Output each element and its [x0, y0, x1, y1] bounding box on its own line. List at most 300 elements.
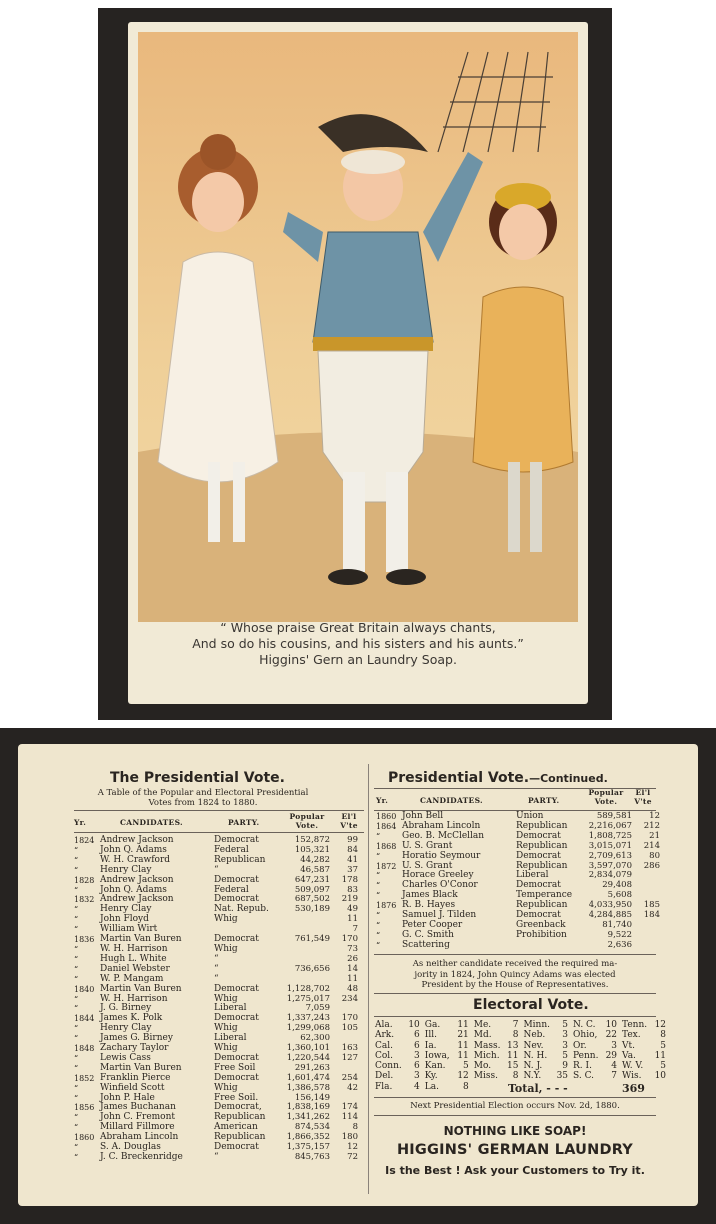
popular-vote-cell: 1,275,017: [286, 993, 330, 1004]
party-cell: Nat. Repub.: [214, 904, 269, 915]
party-cell: Republican: [516, 840, 568, 851]
popular-vote-cell: 1,360,101: [286, 1043, 330, 1054]
total-value: 369: [622, 1082, 645, 1095]
candidate-cell: Charles O'Conor: [402, 880, 478, 891]
votes-cell: 3: [562, 1040, 569, 1051]
votes-cell: 7: [512, 1020, 519, 1030]
state-cell: Nev.: [523, 1040, 544, 1051]
party-cell: Federal: [214, 844, 249, 855]
table-row: [72, 1153, 360, 1163]
state-cell: Wis.: [622, 1071, 642, 1082]
electoral-title: Electoral Vote.: [473, 997, 589, 1013]
popular-vote-cell: 1,386,578: [286, 1082, 330, 1093]
candidate-cell: Hugh L. White: [100, 953, 167, 964]
votes-cell: 5: [660, 1040, 667, 1051]
votes-cell: 6: [414, 1061, 420, 1072]
state-cell: [572, 1082, 600, 1092]
year-cell: 1876: [376, 901, 397, 911]
party-cell: Democrat: [214, 1052, 259, 1063]
votes-cell: 5: [463, 1061, 469, 1072]
candidate-cell: John C. Fremont: [100, 1112, 176, 1123]
candidate-cell: John P. Hale: [100, 1092, 155, 1103]
party-cell: Free Soil: [214, 1062, 256, 1073]
state-cell: Va.: [622, 1050, 636, 1061]
votes-cell: 35: [556, 1071, 569, 1082]
party-cell: Whig: [214, 1023, 238, 1034]
year-cell: 1852: [74, 1073, 95, 1083]
votes-cell: 12: [457, 1071, 469, 1082]
year-cell: “: [376, 891, 381, 901]
votes-cell: 6: [414, 1030, 420, 1041]
candidate-cell: Andrew Jackson: [100, 835, 174, 845]
votes-cell: 15: [507, 1061, 519, 1072]
state-cell: Iowa,: [424, 1050, 450, 1061]
popular-vote-cell: 1,128,702: [286, 983, 330, 994]
continued-title: [388, 770, 608, 786]
state-cell: Mass.: [473, 1040, 501, 1051]
party-cell: Whig: [214, 1043, 238, 1054]
party-cell: Liberal: [214, 1033, 247, 1044]
candidate-cell: R. B. Hayes: [402, 900, 456, 911]
electoral-vote-cell: 180: [341, 1132, 358, 1143]
right-header-electoral: El'l V'te: [634, 788, 652, 806]
year-cell: 1832: [74, 895, 95, 905]
popular-vote-cell: 509,097: [294, 884, 330, 895]
divider: [374, 993, 656, 994]
electoral-row: [374, 1051, 670, 1061]
state-cell: N. H.: [523, 1050, 548, 1061]
popular-vote-cell: 4,033,950: [588, 900, 632, 911]
electoral-row: [374, 1071, 670, 1081]
popular-vote-cell: 46,587: [300, 864, 330, 875]
state-cell: S. C.: [573, 1071, 595, 1082]
party-cell: Democrat: [214, 874, 259, 885]
popular-vote-cell: 3,597,070: [588, 860, 632, 871]
year-cell: “: [74, 1063, 79, 1073]
votes-cell: 4: [414, 1081, 420, 1092]
party-cell: Liberal: [516, 870, 549, 881]
electoral-vote-cell: 73: [347, 943, 358, 954]
votes-cell: 3: [414, 1071, 420, 1082]
divider: [374, 1115, 656, 1116]
year-cell: 1860: [74, 1133, 95, 1143]
candidate-cell: Martin Van Buren: [100, 1062, 182, 1073]
state-cell: Me.: [473, 1020, 492, 1030]
candidate-cell: Lewis Cass: [100, 1052, 151, 1063]
electoral-vote-cell: 170: [341, 934, 358, 945]
year-cell: “: [74, 1143, 79, 1153]
state-cell: Or.: [573, 1040, 587, 1051]
popular-vote-cell: 687,502: [294, 894, 330, 905]
party-cell: Democrat: [516, 910, 561, 921]
electoral-vote-cell: 99: [347, 835, 358, 845]
electoral-row: [374, 1030, 670, 1040]
candidate-cell: William Wirt: [100, 924, 158, 935]
candidate-cell: John Q. Adams: [100, 884, 167, 895]
votes-cell: 3: [611, 1040, 618, 1051]
year-cell: 1844: [74, 1014, 95, 1024]
state-cell: Ill.: [424, 1030, 437, 1041]
popular-vote-cell: 2,834,079: [588, 870, 632, 881]
electoral-vote-cell: 72: [347, 1152, 358, 1162]
presidential-vote-table: [72, 836, 360, 1163]
popular-vote-cell: 761,549: [294, 934, 330, 945]
year-cell: “: [74, 964, 79, 974]
popular-vote-cell: 152,872: [294, 835, 330, 845]
subtitle-line: Votes from 1824 to 1880.: [148, 798, 258, 808]
electoral-vote-cell: 80: [649, 850, 660, 861]
front-card: [128, 22, 588, 704]
candidate-cell: James K. Polk: [100, 1013, 163, 1024]
candidate-cell: Daniel Webster: [100, 963, 170, 974]
state-cell: [473, 1082, 502, 1092]
party-cell: Republican: [214, 854, 266, 865]
year-cell: “: [74, 885, 79, 895]
votes-cell: 5: [562, 1050, 569, 1061]
votes-cell: 7: [611, 1071, 618, 1082]
votes-cell: 11: [457, 1020, 469, 1030]
table-subtitle: [68, 788, 338, 808]
party-cell: “: [214, 864, 219, 875]
candidate-cell: Zachary Taylor: [100, 1043, 169, 1054]
popular-vote-cell: 105,321: [294, 844, 330, 855]
state-cell: Mo.: [473, 1061, 492, 1072]
candidate-cell: Peter Cooper: [402, 919, 463, 930]
votes-cell: 3: [562, 1030, 569, 1041]
electoral-vote-cell: 84: [347, 844, 358, 855]
votes-cell: 8: [512, 1071, 519, 1082]
electoral-vote-cell: 170: [341, 1013, 358, 1024]
electoral-vote-cell: 83: [347, 884, 358, 895]
electoral-vote-cell: 12: [347, 1142, 358, 1153]
year-cell: 1868: [376, 841, 397, 851]
votes-cell: 5: [660, 1061, 667, 1072]
electoral-vote-cell: [634, 931, 662, 941]
popular-vote-cell: 29,408: [602, 880, 632, 891]
divider: [74, 810, 364, 811]
electoral-vote-cell: 185: [643, 900, 660, 911]
year-cell: 1856: [74, 1103, 95, 1113]
votes-cell: 29: [605, 1050, 618, 1061]
party-cell: Democrat: [214, 1142, 259, 1153]
candidate-cell: U. S. Grant: [402, 860, 453, 871]
year-cell: “: [74, 974, 79, 984]
party-cell: Whig: [214, 943, 238, 954]
party-cell: Democrat,: [214, 1102, 262, 1113]
year-cell: “: [376, 871, 381, 881]
popular-vote-cell: 1,341,262: [286, 1112, 330, 1123]
party-cell: Democrat: [214, 894, 259, 905]
candidate-cell: G. C. Smith: [402, 929, 454, 940]
candidate-cell: Martin Van Buren: [100, 934, 182, 945]
party-cell: [514, 941, 580, 951]
year-cell: “: [74, 905, 79, 915]
votes-cell: 11: [457, 1050, 469, 1061]
year-cell: “: [74, 1153, 79, 1162]
popular-vote-cell: 2,216,067: [588, 820, 632, 831]
state-cell: Md.: [473, 1030, 492, 1041]
party-cell: Democrat: [214, 934, 259, 945]
candidate-cell: James Buchanan: [100, 1102, 176, 1113]
popular-vote-cell: 2,709,613: [588, 850, 632, 861]
votes-cell: 6: [414, 1040, 420, 1051]
popular-vote-cell: 845,763: [294, 1152, 330, 1162]
year-cell: “: [74, 925, 79, 935]
party-cell: Whig: [214, 993, 238, 1004]
state-cell: Mich.: [473, 1050, 500, 1061]
popular-vote-cell: 7,059: [305, 1003, 330, 1014]
votes-cell: 21: [457, 1030, 469, 1041]
electoral-vote-cell: 105: [341, 1023, 358, 1034]
electoral-vote-cell: 11: [347, 914, 358, 925]
electoral-vote-cell: 219: [341, 894, 358, 905]
year-cell: “: [376, 911, 381, 921]
votes-cell: 22: [605, 1030, 618, 1041]
state-cell: Ohio,: [573, 1030, 598, 1041]
year-cell: “: [74, 855, 79, 865]
popular-vote-cell: 874,534: [294, 1122, 330, 1133]
back-card: [18, 744, 698, 1206]
caption-line: Higgins' Gern an Laundry Soap.: [259, 652, 457, 667]
total-label: Total, - - -: [508, 1082, 568, 1095]
electoral-vote-cell: 178: [341, 874, 358, 885]
electoral-vote-cell: 286: [643, 860, 660, 871]
party-cell: Republican: [214, 1132, 266, 1143]
popular-vote-cell: 156,149: [294, 1092, 330, 1103]
party-cell: Democrat: [516, 830, 561, 841]
party-cell: Union: [516, 811, 544, 821]
note-line: As neither candidate received the required ma-: [412, 959, 618, 969]
votes-cell: 8: [463, 1081, 469, 1092]
candidate-cell: Henry Clay: [100, 904, 152, 915]
electoral-vote-cell: 8: [352, 1122, 358, 1133]
electoral-vote-cell: 254: [341, 1072, 358, 1083]
votes-cell: 10: [408, 1020, 420, 1030]
party-cell: Democrat: [214, 1072, 259, 1083]
votes-cell: 4: [611, 1061, 618, 1072]
divider: [374, 954, 656, 955]
votes-cell: 11: [654, 1050, 667, 1061]
table-title: The Presidential Vote.: [110, 770, 285, 786]
electoral-vote-cell: 174: [341, 1102, 358, 1113]
party-cell: Democrat: [516, 880, 561, 891]
popular-vote-cell: 2,636: [607, 939, 632, 950]
ad-brand: HIGGINS' GERMAN LAUNDRY: [396, 1142, 634, 1158]
candidate-cell: Geo. B. McClellan: [402, 830, 485, 841]
year-cell: “: [74, 954, 79, 964]
electoral-vote-cell: 12: [649, 811, 660, 821]
party-cell: Prohibition: [516, 929, 567, 940]
votes-cell: 8: [512, 1030, 519, 1041]
candidate-cell: W. P. Mangam: [100, 973, 164, 984]
state-cell: La.: [424, 1081, 439, 1092]
state-cell: Neb.: [523, 1030, 546, 1041]
state-cell: Ga.: [424, 1020, 441, 1030]
electoral-vote-cell: 37: [347, 864, 358, 875]
party-cell: Federal: [214, 884, 249, 895]
year-cell: “: [74, 1004, 79, 1014]
candidate-cell: Martin Van Buren: [100, 983, 182, 994]
party-cell: Republican: [214, 1112, 266, 1123]
divider: [74, 832, 364, 833]
electoral-vote-cell: [634, 921, 662, 931]
state-cell: N.Y.: [523, 1071, 542, 1082]
electoral-vote-cell: [634, 881, 662, 891]
candidate-cell: James G. Birney: [100, 1033, 173, 1044]
table-row: [374, 941, 662, 951]
year-cell: “: [74, 1034, 79, 1044]
year-cell: 1848: [74, 1044, 95, 1054]
table-row: [72, 985, 360, 995]
party-cell: Republican: [516, 900, 568, 911]
state-cell: Vt.: [622, 1040, 635, 1051]
party-cell: Democrat: [214, 835, 259, 845]
year-cell: “: [74, 1024, 79, 1034]
party-cell: Republican: [516, 820, 568, 831]
state-cell: Col.: [375, 1050, 394, 1061]
popular-vote-cell: 1,299,068: [286, 1023, 330, 1034]
electoral-row: [374, 1061, 670, 1071]
electoral-vote-cell: 184: [643, 910, 660, 921]
candidate-cell: Winfield Scott: [100, 1082, 165, 1093]
electoral-vote-cell: 11: [347, 973, 358, 984]
popular-vote-cell: 1,838,169: [286, 1102, 330, 1113]
note: [374, 959, 656, 991]
party-cell: “: [214, 973, 219, 984]
year-cell: “: [74, 1083, 79, 1093]
popular-vote-cell: 291,263: [294, 1062, 330, 1073]
right-header-popular: Popular Vote.: [588, 788, 624, 806]
year-cell: “: [74, 1123, 79, 1133]
votes-cell: 11: [457, 1040, 469, 1051]
electoral-vote-cell: 42: [347, 1082, 358, 1093]
state-cell: Ia.: [424, 1040, 437, 1051]
year-cell: “: [74, 915, 79, 925]
candidate-cell: W. H. Harrison: [100, 993, 168, 1004]
popular-vote-cell: 9,522: [607, 929, 632, 940]
year-cell: “: [376, 831, 381, 841]
electoral-vote-cell: 21: [649, 830, 660, 841]
votes-cell: 3: [414, 1050, 420, 1061]
party-cell: “: [214, 953, 219, 964]
state-cell: Tex.: [622, 1030, 641, 1041]
candidate-cell: Horatio Seymour: [402, 850, 481, 861]
subtitle-line: A Table of the Popular and Electoral Presidential: [97, 788, 309, 798]
candidate-cell: Andrew Jackson: [100, 894, 174, 905]
popular-vote-cell: 81,740: [602, 919, 632, 930]
state-cell: W. V.: [622, 1061, 644, 1072]
popular-vote-cell: 3,015,071: [588, 840, 632, 851]
votes-cell: 9: [562, 1061, 569, 1072]
candidate-cell: John Bell: [402, 811, 444, 821]
presidential-vote-continued-table: [374, 812, 662, 951]
year-cell: 1864: [376, 821, 397, 831]
candidate-cell: John Q. Adams: [100, 844, 167, 855]
header-popular: Popular Vote.: [289, 812, 325, 830]
ad-slogan: Is the Best ! Ask your Customers to Try it.: [385, 1164, 645, 1177]
year-cell: “: [376, 851, 381, 861]
popular-vote-cell: 5,608: [607, 890, 632, 901]
card-illustration: [138, 32, 578, 622]
header-party: PARTY.: [228, 818, 260, 827]
votes-cell: 10: [654, 1071, 667, 1082]
electoral-vote-cell: 49: [347, 904, 358, 915]
state-cell: Kan.: [424, 1061, 446, 1072]
continued-title-text: Presidential Vote.: [388, 770, 530, 786]
votes-cell: 8: [660, 1030, 667, 1041]
candidate-cell: W. H. Harrison: [100, 943, 168, 954]
candidate-cell: Franklin Pierce: [100, 1072, 171, 1083]
popular-vote-cell: 62,300: [300, 1033, 330, 1044]
electoral-vote-cell: 114: [341, 1112, 358, 1123]
votes-cell: 13: [507, 1040, 519, 1051]
votes-cell: 11: [507, 1050, 519, 1061]
votes-cell: [649, 1082, 670, 1092]
divider: [374, 1097, 656, 1098]
year-cell: 1840: [74, 984, 95, 994]
party-cell: Republican: [516, 860, 568, 871]
state-cell: Ark.: [375, 1030, 395, 1041]
popular-vote-cell: 736,656: [294, 963, 330, 974]
votes-cell: 10: [605, 1020, 618, 1030]
state-cell: Ky.: [424, 1071, 438, 1082]
candidate-cell: John Floyd: [100, 914, 149, 925]
year-cell: “: [74, 944, 79, 954]
party-cell: Free Soil.: [214, 1092, 259, 1103]
party-cell: Temperance: [516, 890, 573, 901]
electoral-row: [374, 1020, 670, 1030]
popular-vote-cell: [278, 915, 332, 925]
right-header-party: PARTY.: [528, 796, 560, 805]
electoral-vote-cell: 41: [347, 854, 358, 865]
year-cell: “: [74, 1053, 79, 1063]
year-cell: “: [376, 881, 381, 891]
candidate-cell: Abraham Lincoln: [402, 820, 481, 831]
year-cell: “: [74, 1113, 79, 1123]
party-cell: Greenback: [516, 919, 566, 930]
right-header-yr: Yr.: [376, 796, 389, 805]
column-divider: [368, 764, 369, 1194]
candidate-cell: Henry Clay: [100, 1023, 152, 1034]
electoral-vote-cell: 48: [347, 983, 358, 994]
year-cell: 1824: [74, 836, 95, 845]
year-cell: 1836: [74, 935, 95, 945]
state-cell: R. I.: [573, 1061, 592, 1072]
candidate-cell: Henry Clay: [100, 864, 152, 875]
party-cell: Whig: [214, 914, 238, 925]
electoral-vote-cell: [634, 941, 662, 951]
candidate-cell: Samuel J. Tilden: [402, 910, 477, 921]
ad-tagline: NOTHING LIKE SOAP!: [443, 1124, 587, 1138]
next-election: Next Presidential Election occurs Nov. 2d, 1880.: [410, 1101, 620, 1111]
header-electoral: El'l V'te: [340, 812, 358, 830]
caption-line: “ Whose praise Great Britain always chants,: [220, 620, 496, 635]
candidate-cell: U. S. Grant: [402, 840, 453, 851]
party-cell: Democrat: [214, 983, 259, 994]
popular-vote-cell: 1,601,474: [286, 1072, 330, 1083]
candidate-cell: Abraham Lincoln: [100, 1132, 179, 1143]
year-cell: 1872: [376, 861, 397, 871]
electoral-vote-cell: 14: [347, 963, 358, 974]
electoral-vote-cell: 214: [643, 840, 660, 851]
electoral-vote-cell: 234: [341, 993, 358, 1004]
year-cell: “: [74, 865, 79, 875]
state-cell: N. C.: [573, 1020, 596, 1030]
candidate-cell: W. H. Crawford: [100, 854, 171, 865]
year-cell: 1828: [74, 875, 95, 885]
popular-vote-cell: 4,284,885: [588, 910, 632, 921]
candidate-cell: Millard Fillmore: [100, 1122, 175, 1133]
